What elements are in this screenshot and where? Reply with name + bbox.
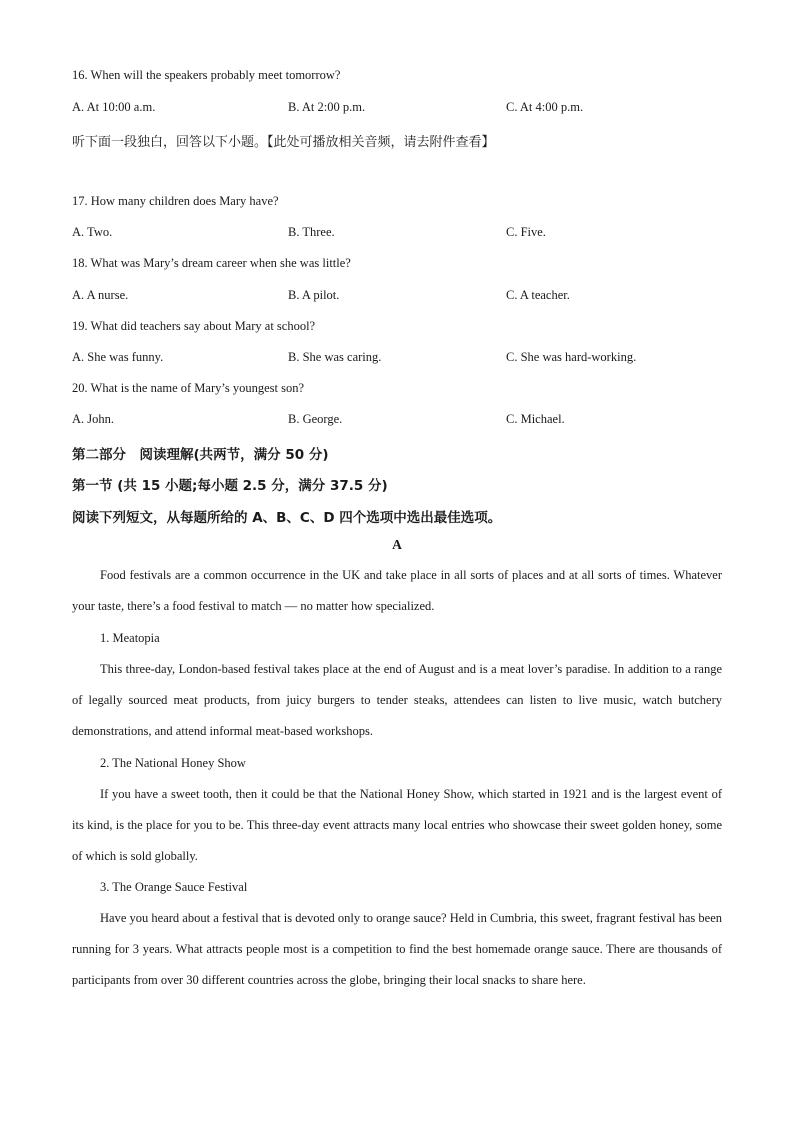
item-2-text: If you have a sweet tooth, then it could be that the National Honey Show, which started in 1921 and is the largest event of its kind, is the place for you to be. This three-day event attracts many local entries who showcase their sweet golden honey, some of which is sold globally. [72,787,722,864]
question-19: 19. What did teachers say about Mary at school? [72,319,316,333]
q18-option-a: A. A nurse. [72,288,129,302]
q16-option-a: A. At 10:00 a.m. [72,100,156,114]
question-16: 16. When will the speakers probably meet tomorrow? [72,68,341,82]
passage-label: A [392,537,402,552]
q17-option-a: A. Two. [72,225,113,239]
item-1-text: This three-day, London-based festival takes place at the end of August and is a meat lover’s paradise. In addition to a range of legally sourced meat products, from juicy burgers to tender steaks, attendees can listen to live music, watch butchery demonstrations, and attend informal meat-based workshops. [72,662,722,739]
q18-option-b: B. A pilot. [288,288,340,302]
item-3-text: Have you heard about a festival that is devoted only to orange sauce? Held in Cumbria, this sweet, fragrant festival has been running for 3 years. What attracts people most is a competition to find the best homemade orange sauce. There are thousands of participants from over 30 different countries across the globe, bringing their local snacks to share here. [72,911,722,988]
q17-option-c: C. Five. [506,225,546,239]
question-17: 17. How many children does Mary have? [72,194,279,208]
item-3-heading: 3. The Orange Sauce Festival [100,880,248,894]
q17-option-b: B. Three. [288,225,335,239]
item-2-heading: 2. The National Honey Show [100,756,246,770]
question-20: 20. What is the name of Mary’s youngest son? [72,381,305,395]
part-title: 第二部分 阅读理解(共两节，满分 50 分) [72,447,329,463]
q19-option-b: B. She was caring. [288,350,382,364]
listening-instruction: 听下面一段独白，回答以下小题。【此处可播放相关音频，请去附件查看】 [72,135,495,150]
q16-option-c: C. At 4:00 p.m. [506,100,584,114]
q20-option-c: C. Michael. [506,412,565,426]
item-1-heading: 1. Meatopia [100,631,160,645]
q20-option-b: B. George. [288,412,343,426]
passage-intro: Food festivals are a common occurrence in the UK and take place in all sorts of places and at all sorts of times. Whatever your taste, there’s a food festival to match — no matter how specialized. [72,568,722,614]
q19-option-a: A. She was funny. [72,350,164,364]
q16-option-b: B. At 2:00 p.m. [288,100,366,114]
q20-option-a: A. John. [72,412,115,426]
section-title: 第一节 (共 15 小题;每小题 2.5 分，满分 37.5 分) [72,478,388,494]
question-18: 18. What was Mary’s dream career when she was little? [72,256,351,270]
q19-option-c: C. She was hard-working. [506,350,637,364]
reading-instruction: 阅读下列短文，从每题所给的 A、B、C、D 四个选项中选出最佳选项。 [72,510,502,526]
q18-option-c: C. A teacher. [506,288,570,302]
